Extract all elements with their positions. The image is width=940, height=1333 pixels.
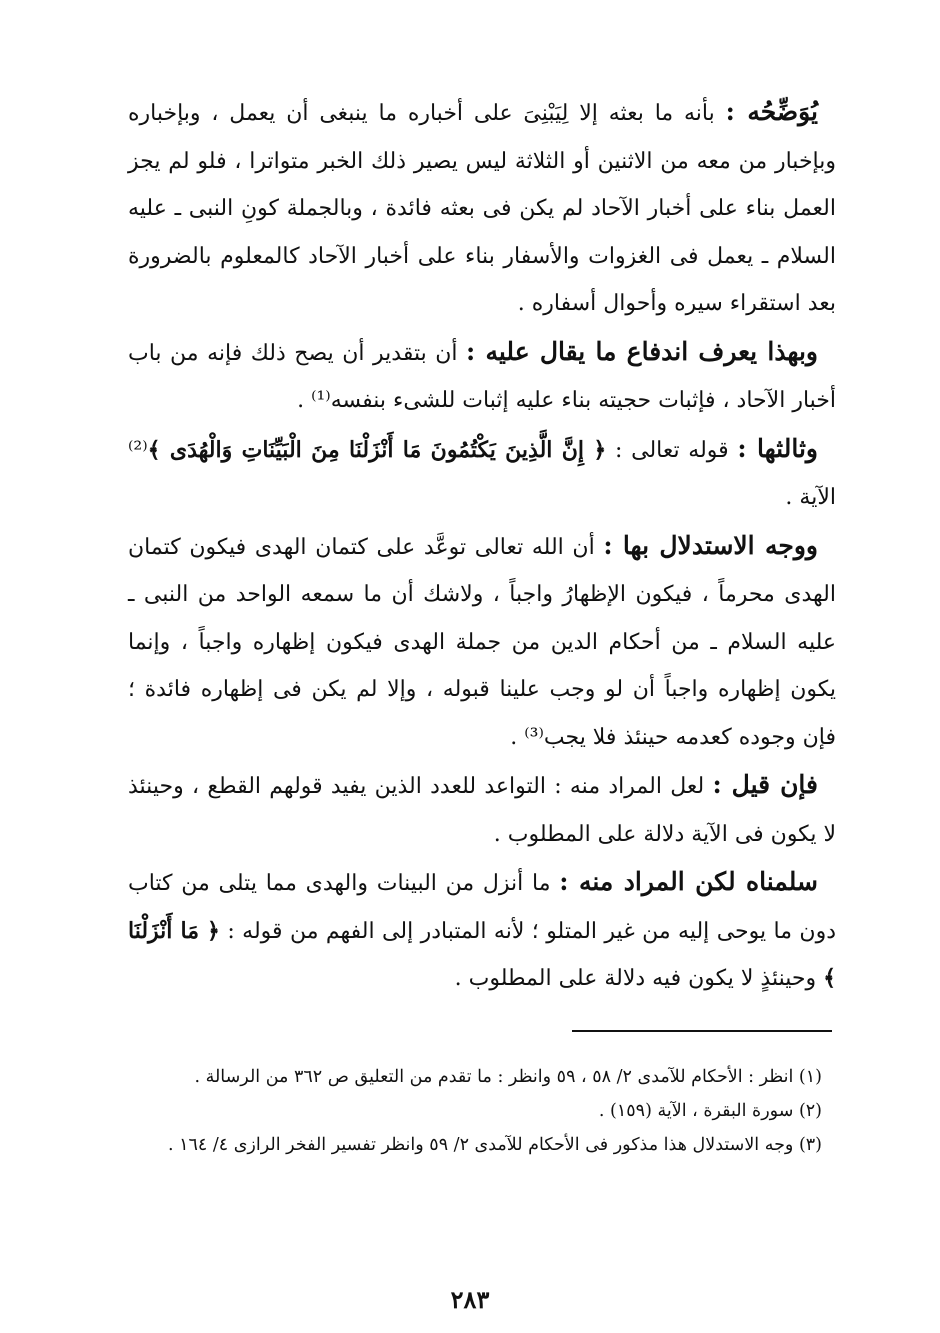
- paragraph-lead: يُوَضِّحُه :: [725, 97, 819, 126]
- paragraph-lead: وبهذا يعرف اندفاع ما يقال عليه :: [466, 336, 818, 366]
- footnote-2: (٢) سورة البقرة ، الآية (١٥٩) .: [598, 1101, 822, 1121]
- paragraph-4: [128, 522, 836, 762]
- footnote-3: (٣) وجه الاستدلال هذا مذكور فى الأحكام للآمدى ٢/ ٥٩ وانظر تفسير الفخر الرازى ٤/ ١٦٤ .: [167, 1135, 822, 1155]
- paragraph-body: أن الله تعالى توعَّد على كتمان الهدى فيكون كتمان الهدى محرماً ، فيكون الإظهارُ واجباً ، ولاشك أن ما سمعه الواحد من النبى ـ عليه السلام ـ من أحكام الدين من جملة الهدى فيكون إظهاره واجباً ، وإنما يكون إظهاره واجباً أن لو وجب علينا قبوله ، وإلا لم يكن فى إظهاره فائدة ؛ فإن وجوده كعدمه حينئذ فلا يجب⁽³⁾ .: [128, 534, 836, 750]
- paragraph-lead: سلمناه لكن المراد منه :: [559, 867, 818, 896]
- paragraph-lead: فإن قيل :: [712, 770, 819, 799]
- paragraph-tail: وحينئذٍ لا يكون فيه دلالة على المطلوب .: [454, 966, 824, 991]
- paragraph-body: بأنه ما بعثه إلا لِيَبْنِىَ على أخباره ما ينبغى أن يعمل ، وبإخباره وبإخبار من معه من الاثنين أو الثلاثة ليس يصير ذلك الخبر متواترا ، فلو لم يجز العمل بناء على أخبار الآحاد لم يكن فى بعثه فائدة ، وبالجملة كونِ النبى ـ عليه السلام ـ يعمل فى الغزوات والأسفار بناء على أخبار الآحاد كالمعلوم بالضرورة بعد استقراء سيره وأحوال أسفاره .: [128, 101, 836, 316]
- paragraph-5: [128, 761, 836, 858]
- paragraph-body: أن بتقدير أن يصح ذلك فإنه من باب أخبار الآحاد ، فإثبات حجيته بناء عليه إثبات للشىء بنفسه⁽¹⁾ .: [128, 340, 836, 413]
- paragraph-body: لعل المراد منه : التواعد للعدد الذين يفيد قولهم القطع ، وحينئذ لا يكون فى الآية دلالة على المطلوب .: [128, 774, 836, 847]
- quran-verse: ﴿ مَا أَنْزَلْنَا ﴾: [128, 917, 836, 991]
- paragraph-2: [128, 328, 836, 425]
- footnotes: [120, 1060, 822, 1162]
- paragraph-body: قوله تعالى :: [606, 437, 738, 463]
- paragraph-body: ما أنزل من البينات والهدى مما يتلى من كتاب دون ما يوحى إليه من غير المتلو ؛ لأنه المتبادر إلى الفهم من قوله :: [128, 871, 836, 944]
- paragraph-1: [128, 88, 836, 328]
- footnote-separator: [572, 1030, 832, 1032]
- paragraph-lead: ووجه الاستدلال بها :: [603, 530, 818, 560]
- paragraph-6: [128, 858, 836, 1003]
- footnote-1: (١) انظر : الأحكام للآمدى ٢/ ٥٨ ، ٥٩ وانظر : ما تقدم من التعليق ص ٣٦٢ من الرسالة .: [194, 1067, 822, 1087]
- quran-verse: ﴿ إِنَّ الَّذِينَ يَكْتُمُونَ مَا أَنْزَلْنَا مِنَ الْبَيِّنَاتِ وَالْهُدَى ﴾: [147, 436, 607, 463]
- page-number: ٢٨٣: [450, 1285, 490, 1314]
- main-text: [128, 88, 836, 1003]
- paragraph-3: [128, 425, 836, 522]
- paragraph-tail: ⁽²⁾ الآية .: [128, 437, 836, 510]
- paragraph-lead: وثالثها :: [737, 433, 818, 463]
